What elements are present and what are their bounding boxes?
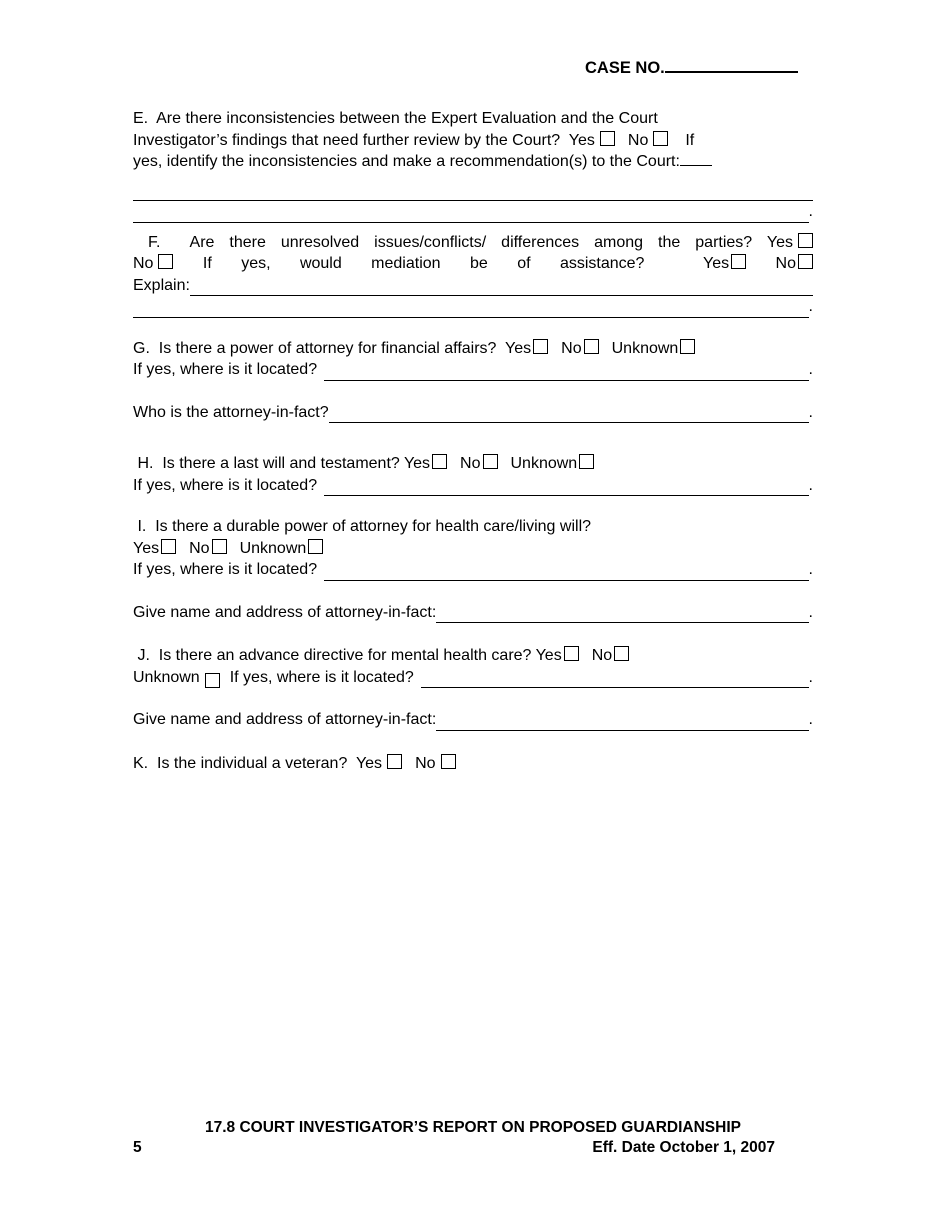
i-located-row [133, 559, 813, 581]
g-unknown-label: Unknown [611, 339, 679, 357]
f-yes-checkbox[interactable] [798, 233, 813, 248]
h-yes-checkbox[interactable] [432, 454, 447, 469]
e-no-checkbox[interactable] [653, 131, 668, 146]
g-attorney-row [133, 402, 813, 424]
effective-date: Eff. Date October 1, 2007 [592, 1139, 775, 1156]
question-e-text2: Investigator’s findings that need further review by the Court? Yes [133, 131, 595, 149]
period: . [808, 668, 813, 686]
i-located-blank[interactable] [324, 578, 808, 581]
g-located-label: If yes, where is it located? [133, 361, 318, 378]
section-f [133, 232, 813, 318]
j-no-label: No [591, 647, 613, 664]
j-no-checkbox[interactable] [614, 646, 629, 661]
question-k-line1 [133, 753, 813, 775]
case-number-row [585, 57, 798, 78]
h-located-label: If yes, where is it located? [133, 476, 318, 494]
question-j-line1 [133, 645, 813, 667]
question-g-text: G. Is there a power of attorney for financial affairs? Yes [133, 339, 532, 357]
footer-meta-row [133, 1138, 813, 1158]
f-mediation-no-label: No [775, 255, 796, 272]
question-e-text3: If [685, 131, 695, 149]
g-attorney-label: Who is the attorney-in-fact? [133, 403, 329, 421]
period: . [808, 561, 813, 578]
form-body [133, 108, 813, 774]
section-k [133, 753, 813, 775]
i-no-label: No [189, 539, 210, 557]
question-f-text1: F. Are there unresolved issues/conflicts/ differences among the parties? Yes [133, 233, 793, 251]
e-response-blank-2[interactable] [133, 220, 809, 223]
k-no-label: No [415, 754, 436, 772]
i-located-label: If yes, where is it located? [133, 561, 318, 578]
g-located-blank[interactable] [324, 378, 808, 381]
e-inline-blank[interactable] [680, 163, 712, 166]
f-explain-row [133, 275, 813, 297]
question-i-line1 [133, 516, 813, 538]
e-yes-checkbox[interactable] [600, 131, 615, 146]
i-unknown-label: Unknown [239, 539, 307, 557]
section-g [133, 338, 813, 424]
f-answer-row-2 [133, 296, 813, 318]
question-e-text1: E. Are there inconsistencies between the Expert Evaluation and the Court [133, 110, 658, 127]
e-answer-row-2 [133, 201, 813, 223]
i-yes-label: Yes [133, 539, 160, 557]
j-yes-checkbox[interactable] [564, 646, 579, 661]
page-footer [133, 1118, 813, 1158]
j-located-row [133, 667, 813, 689]
f-explain-label: Explain: [133, 276, 190, 294]
j-located-blank[interactable] [421, 685, 809, 688]
period: . [808, 476, 813, 494]
i-yes-checkbox[interactable] [161, 539, 176, 554]
e-answer-row-1 [133, 180, 813, 202]
f-no-checkbox[interactable] [158, 254, 173, 269]
i-no-checkbox[interactable] [212, 539, 227, 554]
question-e-line3 [133, 151, 813, 173]
question-i-line2 [133, 538, 813, 560]
question-f-line1 [133, 232, 813, 254]
question-e-line1 [133, 108, 813, 130]
case-no-label: CASE NO. [585, 59, 665, 77]
question-k-text: K. Is the individual a veteran? Yes [133, 754, 383, 772]
question-h-line1 [133, 453, 813, 475]
j-attorney-blank[interactable] [436, 728, 808, 731]
h-unknown-checkbox[interactable] [579, 454, 594, 469]
question-e-line2 [133, 130, 813, 152]
h-unknown-label: Unknown [510, 455, 578, 472]
period: . [808, 361, 813, 378]
question-g-line1 [133, 338, 813, 360]
g-attorney-blank[interactable] [329, 420, 809, 423]
g-yes-checkbox[interactable] [533, 339, 548, 354]
period: . [808, 711, 813, 728]
g-unknown-checkbox[interactable] [680, 339, 695, 354]
period: . [808, 403, 813, 421]
f-explain-blank[interactable] [190, 293, 813, 296]
f-explain-blank-2[interactable] [133, 315, 809, 318]
period: . [808, 203, 813, 220]
i-attorney-blank[interactable] [436, 620, 808, 623]
page-number: 5 [133, 1139, 142, 1156]
question-f-text2: If yes, would mediation be of assistance? Yes [202, 255, 730, 272]
g-no-checkbox[interactable] [584, 339, 599, 354]
form-title: 17.8 COURT INVESTIGATOR’S REPORT ON PROPOSED GUARDIANSHIP [205, 1119, 741, 1136]
section-i [133, 516, 813, 623]
g-no-label: No [561, 339, 582, 357]
h-no-label: No [460, 455, 481, 472]
k-yes-checkbox[interactable] [387, 754, 402, 769]
question-e-text4: yes, identify the inconsistencies and make a recommendation(s) to the Court: [133, 153, 680, 170]
i-attorney-row [133, 602, 813, 624]
h-located-row [133, 475, 813, 497]
f-mediation-no-checkbox[interactable] [798, 254, 813, 269]
question-f-line2 [133, 253, 813, 275]
i-attorney-label: Give name and address of attorney-in-fact: [133, 603, 437, 621]
question-j-text: J. Is there an advance directive for mental health care? Yes [133, 647, 562, 664]
h-located-blank[interactable] [324, 493, 808, 496]
section-j [133, 645, 813, 731]
f-mediation-yes-checkbox[interactable] [731, 254, 746, 269]
case-number-blank[interactable] [665, 57, 798, 73]
e-no-label: No [627, 131, 649, 149]
h-no-checkbox[interactable] [483, 454, 498, 469]
period: . [808, 298, 813, 315]
g-located-row [133, 359, 813, 381]
f-no-label: No [133, 255, 154, 272]
j-unknown-label: Unknown [133, 668, 200, 686]
i-unknown-checkbox[interactable] [308, 539, 323, 554]
j-attorney-label: Give name and address of attorney-in-fact: [133, 711, 437, 728]
section-e [133, 108, 813, 223]
e-response-blank-1[interactable] [133, 198, 813, 201]
j-located-label: If yes, where is it located? [229, 668, 414, 686]
question-i-text: I. Is there a durable power of attorney for health care/living will? [133, 518, 592, 535]
question-h-text: H. Is there a last will and testament? Yes [133, 455, 431, 472]
section-h [133, 453, 813, 496]
j-attorney-row [133, 709, 813, 731]
period: . [808, 603, 813, 621]
j-unknown-checkbox[interactable] [205, 673, 220, 688]
k-no-checkbox[interactable] [441, 754, 456, 769]
